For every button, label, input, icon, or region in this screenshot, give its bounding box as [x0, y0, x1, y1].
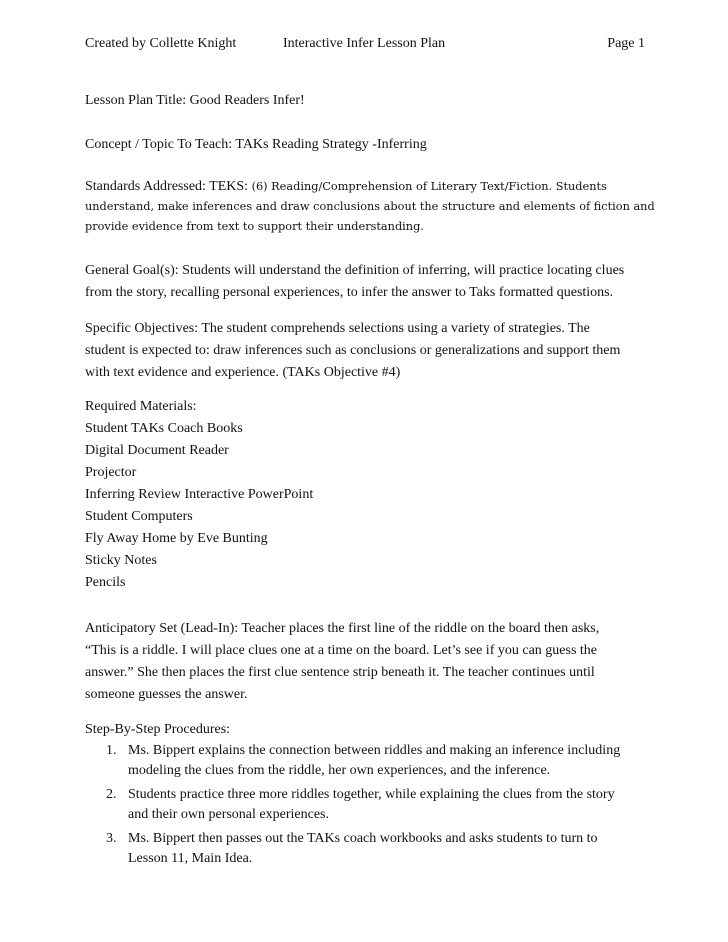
page-header: [85, 36, 645, 60]
procedures-heading-block: [85, 719, 645, 741]
step-text-line-2: and their own personal experiences.: [128, 807, 329, 822]
procedure-step: [85, 829, 645, 869]
step-text-line-1: Ms. Bippert then passes out the TAKs coach workbooks and asks students to turn to: [128, 831, 598, 846]
material-item: Student Computers: [85, 509, 193, 524]
header-document-title: Interactive Infer Lesson Plan: [283, 36, 446, 51]
header-page-number: Page 1: [607, 36, 645, 51]
step-text-line-2: Lesson 11, Main Idea.: [128, 851, 253, 866]
general-goals-section: [85, 260, 645, 304]
material-item: Sticky Notes: [85, 553, 157, 568]
material-item: Fly Away Home by Eve Bunting: [85, 531, 268, 546]
anticipatory-set-line-1: Anticipatory Set (Lead-In): Teacher places the first line of the riddle on the board then asks,: [85, 621, 600, 636]
material-item: Student TAKs Coach Books: [85, 421, 243, 436]
step-text-line-2: modeling the clues from the riddle, her own experiences, and the inference.: [128, 763, 551, 778]
standards-line-1: (6) Reading/Comprehension of Literary Text/Fiction. Students: [251, 180, 607, 193]
procedures-list: [85, 741, 645, 873]
step-text-line-1: Ms. Bippert explains the connection between riddles and making an inference including: [128, 743, 621, 758]
specific-objectives-section: [85, 318, 645, 384]
general-goals-line-1: General Goal(s): Students will understand the definition of inferring, will practice locating clues: [85, 263, 625, 278]
concept-topic: [85, 134, 645, 156]
procedure-step: [85, 785, 645, 825]
standards-label: Standards Addressed: TEKS:: [85, 179, 252, 194]
standards-section: [85, 177, 655, 237]
anticipatory-set-section: [85, 618, 645, 706]
standards-line-3: provide evidence from text to support their understanding.: [85, 220, 424, 233]
anticipatory-set-line-2: “This is a riddle. I will place clues one at a time on the board. Let’s see if you can guess the: [85, 643, 598, 658]
materials-heading: Required Materials:: [85, 399, 197, 414]
standards-line-2: understand, make inferences and draw conclusions about the structure and elements of fiction and: [85, 200, 655, 213]
material-item: Digital Document Reader: [85, 443, 229, 458]
step-number: 2.: [106, 787, 117, 802]
general-goals-line-2: from the story, recalling personal experiences, to infer the answer to Taks formatted questions.: [85, 285, 614, 300]
specific-objectives-line-1: Specific Objectives: The student comprehends selections using a variety of strategies. The: [85, 321, 590, 336]
required-materials-section: [85, 396, 645, 594]
specific-objectives-line-2: student is expected to: draw inferences such as conclusions or generalizations and support them: [85, 343, 621, 358]
procedures-heading: Step-By-Step Procedures:: [85, 722, 231, 737]
document-page: [85, 36, 655, 866]
procedure-step: [85, 741, 645, 781]
lesson-title: [85, 90, 645, 112]
material-item: Inferring Review Interactive PowerPoint: [85, 487, 314, 502]
lesson-title-text: Lesson Plan Title: Good Readers Infer!: [85, 93, 305, 108]
concept-topic-text: Concept / Topic To Teach: TAKs Reading Strategy -Inferring: [85, 137, 427, 152]
step-text-line-1: Students practice three more riddles together, while explaining the clues from the story: [128, 787, 615, 802]
material-item: Projector: [85, 465, 137, 480]
header-author: Created by Collette Knight: [85, 36, 237, 51]
step-number: 3.: [106, 831, 117, 846]
anticipatory-set-line-4: someone guesses the answer.: [85, 687, 248, 702]
material-item: Pencils: [85, 575, 126, 590]
specific-objectives-line-3: with text evidence and experience. (TAKs Objective #4): [85, 365, 401, 380]
step-number: 1.: [106, 743, 117, 758]
anticipatory-set-line-3: answer.” She then places the first clue sentence strip beneath it. The teacher continues until: [85, 665, 595, 680]
